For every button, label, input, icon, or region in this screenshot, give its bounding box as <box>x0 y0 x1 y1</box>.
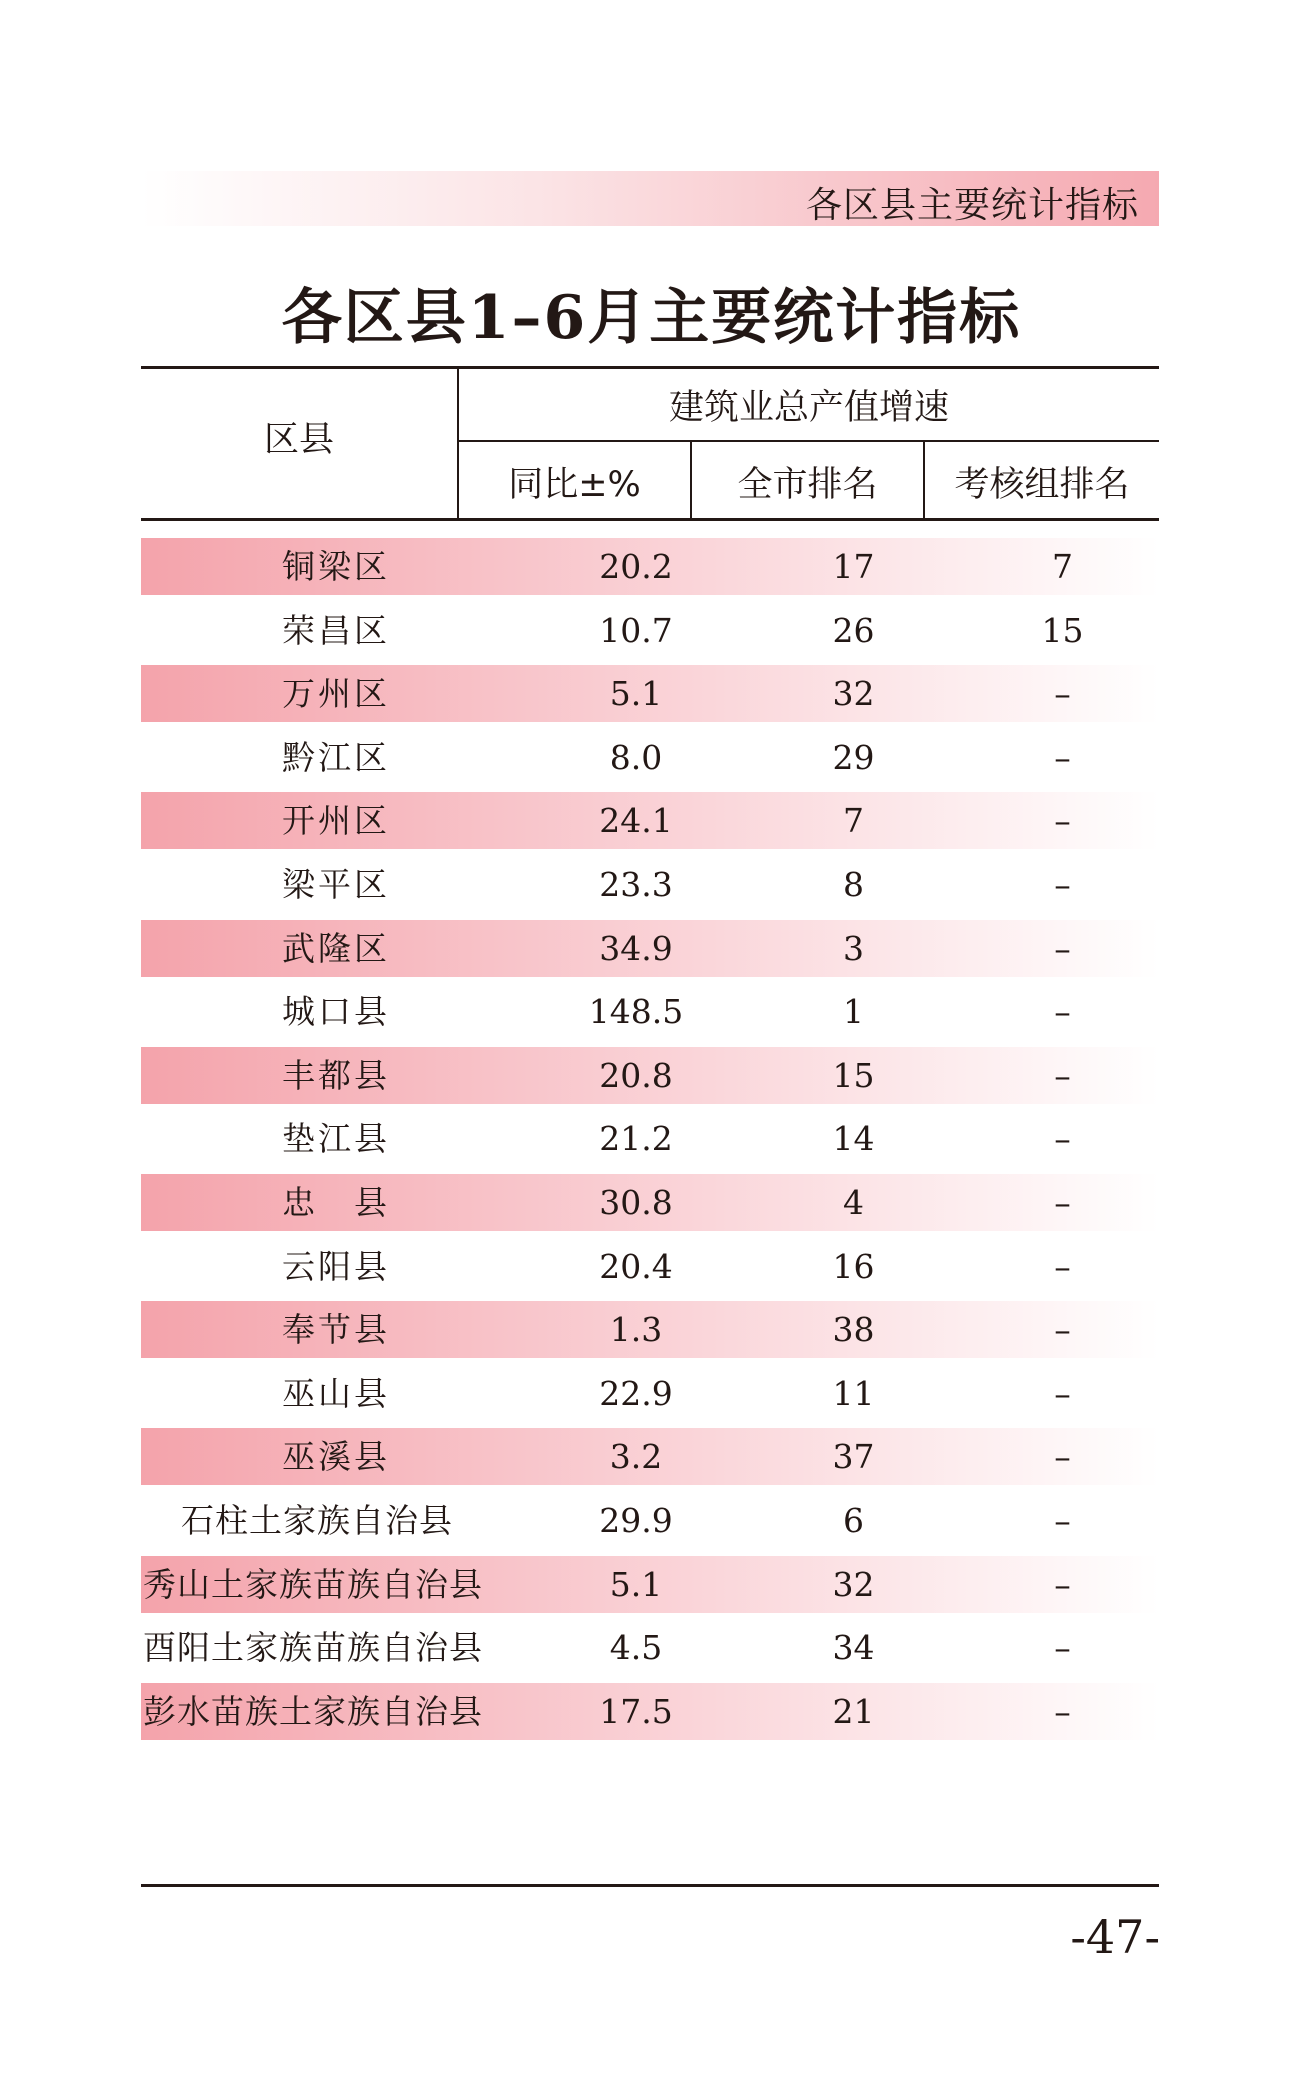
table-row <box>141 729 1159 786</box>
group-rank-cell: – <box>1054 1119 1071 1159</box>
yoy-cell: 8.0 <box>609 737 663 777</box>
district-cell: 城口县 <box>282 992 390 1032</box>
table-row <box>141 538 1159 595</box>
table-row <box>141 1683 1159 1740</box>
city-rank-cell: 21 <box>832 1691 875 1731</box>
city-rank-cell: 16 <box>832 1246 875 1286</box>
group-rank-cell: – <box>1054 1437 1071 1477</box>
city-rank-cell: 14 <box>832 1119 875 1159</box>
table-row <box>141 1174 1159 1231</box>
district-cell: 忠 县 <box>282 1183 390 1222</box>
district-cell: 秀山土家族苗族自治县 <box>143 1564 483 1604</box>
district-cell: 垫江县 <box>282 1119 390 1159</box>
district-cell: 云阳县 <box>282 1246 390 1286</box>
city-rank-cell: 11 <box>832 1373 875 1413</box>
yoy-cell: 5.1 <box>609 674 663 714</box>
district-cell: 梁平区 <box>282 865 390 904</box>
district-cell: 荣昌区 <box>282 610 390 650</box>
yoy-cell: 29.9 <box>599 1501 673 1540</box>
city-rank-cell: 6 <box>843 1501 864 1540</box>
group-rank-cell: – <box>1054 1564 1071 1604</box>
col-header-group-rank: 考核组排名 <box>954 465 1130 505</box>
header-bottom-rule <box>141 518 1159 521</box>
district-cell: 武隆区 <box>282 928 390 968</box>
group-rank-cell: – <box>1054 1055 1071 1095</box>
yoy-cell: 4.5 <box>609 1628 663 1668</box>
group-rank-cell: – <box>1054 1373 1071 1413</box>
yoy-cell: 17.5 <box>599 1691 673 1731</box>
running-header: 各区县主要统计指标 <box>805 185 1139 226</box>
table-row <box>141 792 1159 849</box>
yoy-cell: 148.5 <box>588 992 684 1032</box>
table-row <box>141 983 1159 1040</box>
yoy-cell: 23.3 <box>599 865 673 904</box>
district-cell: 丰都县 <box>282 1055 390 1095</box>
district-cell: 黔江区 <box>282 737 390 777</box>
group-rank-cell: – <box>1054 1310 1071 1350</box>
col-header-yoy: 同比±% <box>508 465 641 505</box>
city-rank-cell: 3 <box>843 928 864 968</box>
group-rank-cell: – <box>1054 992 1071 1032</box>
group-rank-cell: – <box>1054 1183 1071 1222</box>
yoy-cell: 10.7 <box>599 610 673 650</box>
group-rank-cell: – <box>1054 1246 1071 1286</box>
city-rank-cell: 7 <box>843 801 864 841</box>
table-row <box>141 1238 1159 1295</box>
table-row <box>141 602 1159 659</box>
yoy-cell: 5.1 <box>609 1564 663 1604</box>
group-rank-cell: 7 <box>1052 547 1073 586</box>
district-cell: 巫溪县 <box>282 1437 390 1477</box>
district-cell: 奉节县 <box>282 1310 390 1350</box>
district-cell: 巫山县 <box>282 1373 390 1413</box>
city-rank-cell: 32 <box>832 674 875 714</box>
group-rank-cell: – <box>1054 737 1071 777</box>
district-cell: 酉阳土家族苗族自治县 <box>143 1628 483 1668</box>
page-number: -47- <box>1070 1910 1160 1964</box>
table-row <box>141 1365 1159 1422</box>
table-row <box>141 1110 1159 1167</box>
district-cell: 石柱土家族自治县 <box>181 1501 453 1540</box>
city-rank-cell: 15 <box>832 1055 875 1095</box>
city-rank-cell: 1 <box>843 992 864 1032</box>
yoy-cell: 24.1 <box>599 801 673 841</box>
group-rank-cell: – <box>1054 1628 1071 1668</box>
group-rank-cell: – <box>1054 801 1071 841</box>
city-rank-cell: 29 <box>832 737 875 777</box>
group-rank-cell: – <box>1054 1691 1071 1731</box>
table-row <box>141 1301 1159 1358</box>
running-header-band <box>141 171 1159 226</box>
city-rank-cell: 38 <box>832 1310 875 1350</box>
page-title: 各区县1–6月主要统计指标 <box>281 283 1022 353</box>
table-row <box>141 1556 1159 1613</box>
group-rank-cell: – <box>1054 865 1071 904</box>
yoy-cell: 21.2 <box>599 1119 673 1159</box>
col-header-city-rank: 全市排名 <box>737 465 878 505</box>
city-rank-cell: 32 <box>832 1564 875 1604</box>
city-rank-cell: 4 <box>843 1183 864 1222</box>
city-rank-cell: 26 <box>832 610 875 650</box>
table-top-rule <box>141 366 1159 369</box>
group-rank-cell: – <box>1054 928 1071 968</box>
yoy-cell: 34.9 <box>599 928 673 968</box>
col-header-district: 区县 <box>263 420 334 460</box>
group-header-rule <box>458 440 1159 442</box>
city-rank-cell: 34 <box>832 1628 875 1668</box>
table-row <box>141 920 1159 977</box>
table-row <box>141 1619 1159 1676</box>
group-rank-cell: – <box>1054 1501 1071 1540</box>
table-row <box>141 1428 1159 1485</box>
yoy-cell: 30.8 <box>599 1183 673 1222</box>
yoy-cell: 20.4 <box>599 1246 673 1286</box>
yoy-cell: 20.2 <box>599 547 673 586</box>
yoy-cell: 22.9 <box>599 1373 673 1413</box>
footer-rule <box>141 1884 1159 1887</box>
district-cell: 铜梁区 <box>282 547 390 586</box>
table-row <box>141 665 1159 722</box>
col-header-group: 建筑业总产值增速 <box>668 388 949 428</box>
district-cell: 开州区 <box>282 801 390 841</box>
city-rank-cell: 37 <box>832 1437 875 1477</box>
yoy-cell: 1.3 <box>609 1310 663 1350</box>
group-rank-cell: – <box>1054 674 1071 714</box>
city-rank-cell: 8 <box>843 865 864 904</box>
group-rank-cell: 15 <box>1041 610 1084 650</box>
city-rank-cell: 17 <box>832 547 875 586</box>
district-cell: 彭水苗族土家族自治县 <box>143 1691 483 1731</box>
table-row <box>141 856 1159 913</box>
district-cell: 万州区 <box>282 674 390 714</box>
yoy-cell: 3.2 <box>609 1437 663 1477</box>
table-row <box>141 1047 1159 1104</box>
yoy-cell: 20.8 <box>599 1055 673 1095</box>
table-row <box>141 1492 1159 1549</box>
